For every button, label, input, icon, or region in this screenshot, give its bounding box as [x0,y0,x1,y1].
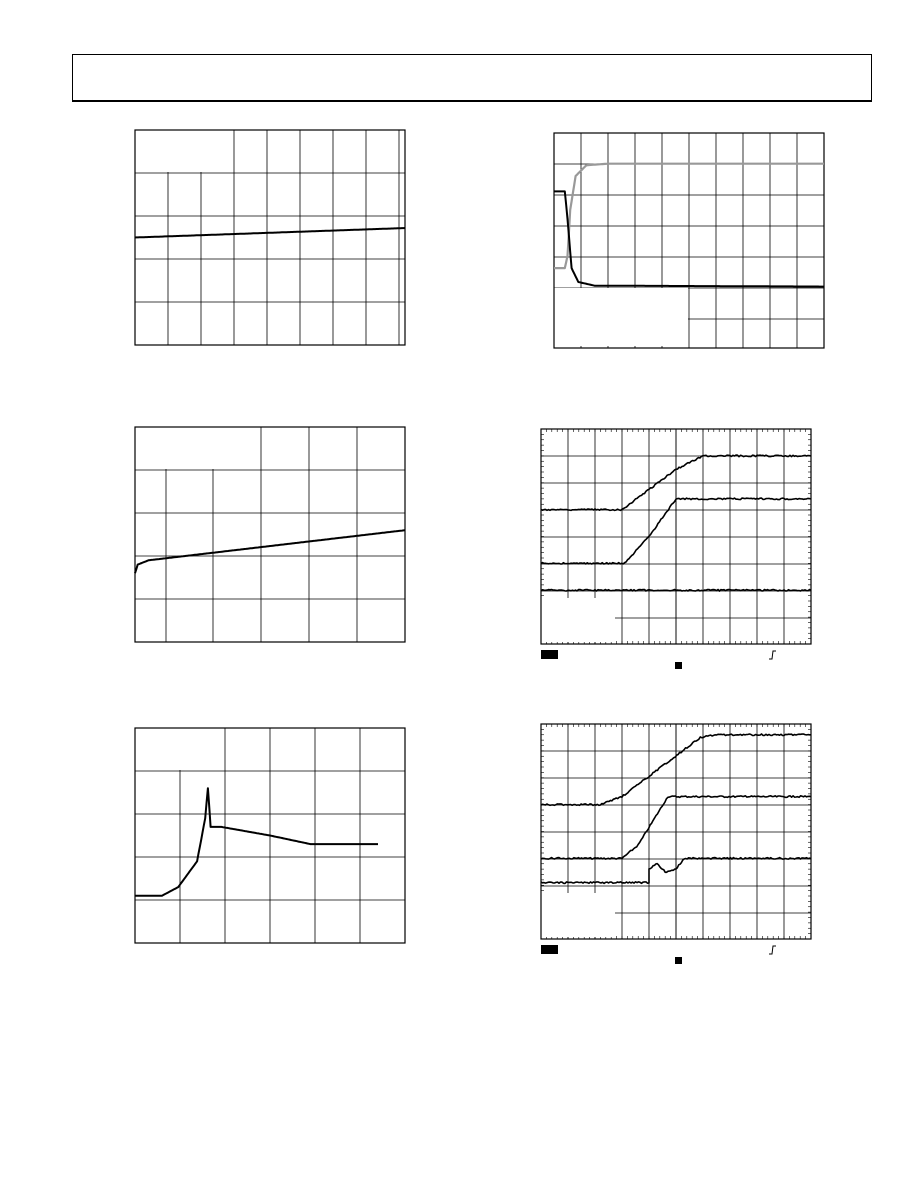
plot-area [135,427,405,642]
label-area [135,427,259,469]
rising-edge-icon [769,946,776,954]
label-area [554,288,688,346]
chart-6-scope [540,723,812,963]
chart-3 [134,426,406,643]
page-header-box [72,54,872,102]
label-area [135,130,233,172]
plot-area [554,133,824,348]
rising-edge-icon [769,651,776,659]
channel-badge [541,650,558,659]
label-area [135,728,223,770]
channel-badge [541,945,558,954]
series-line [135,228,405,238]
series-line [135,530,405,573]
plot-area [135,130,405,345]
plot-area [541,724,811,964]
series-line [135,788,378,896]
label-area [541,598,615,642]
series-line [541,590,811,592]
trigger-marker [675,662,682,669]
chart-5 [134,727,406,944]
plot-area [135,728,405,943]
chart-1 [134,129,406,346]
chart-4-scope [540,428,812,668]
trigger-marker [675,957,682,964]
label-area [541,893,615,937]
chart-2 [553,132,825,349]
plot-area [541,429,811,669]
